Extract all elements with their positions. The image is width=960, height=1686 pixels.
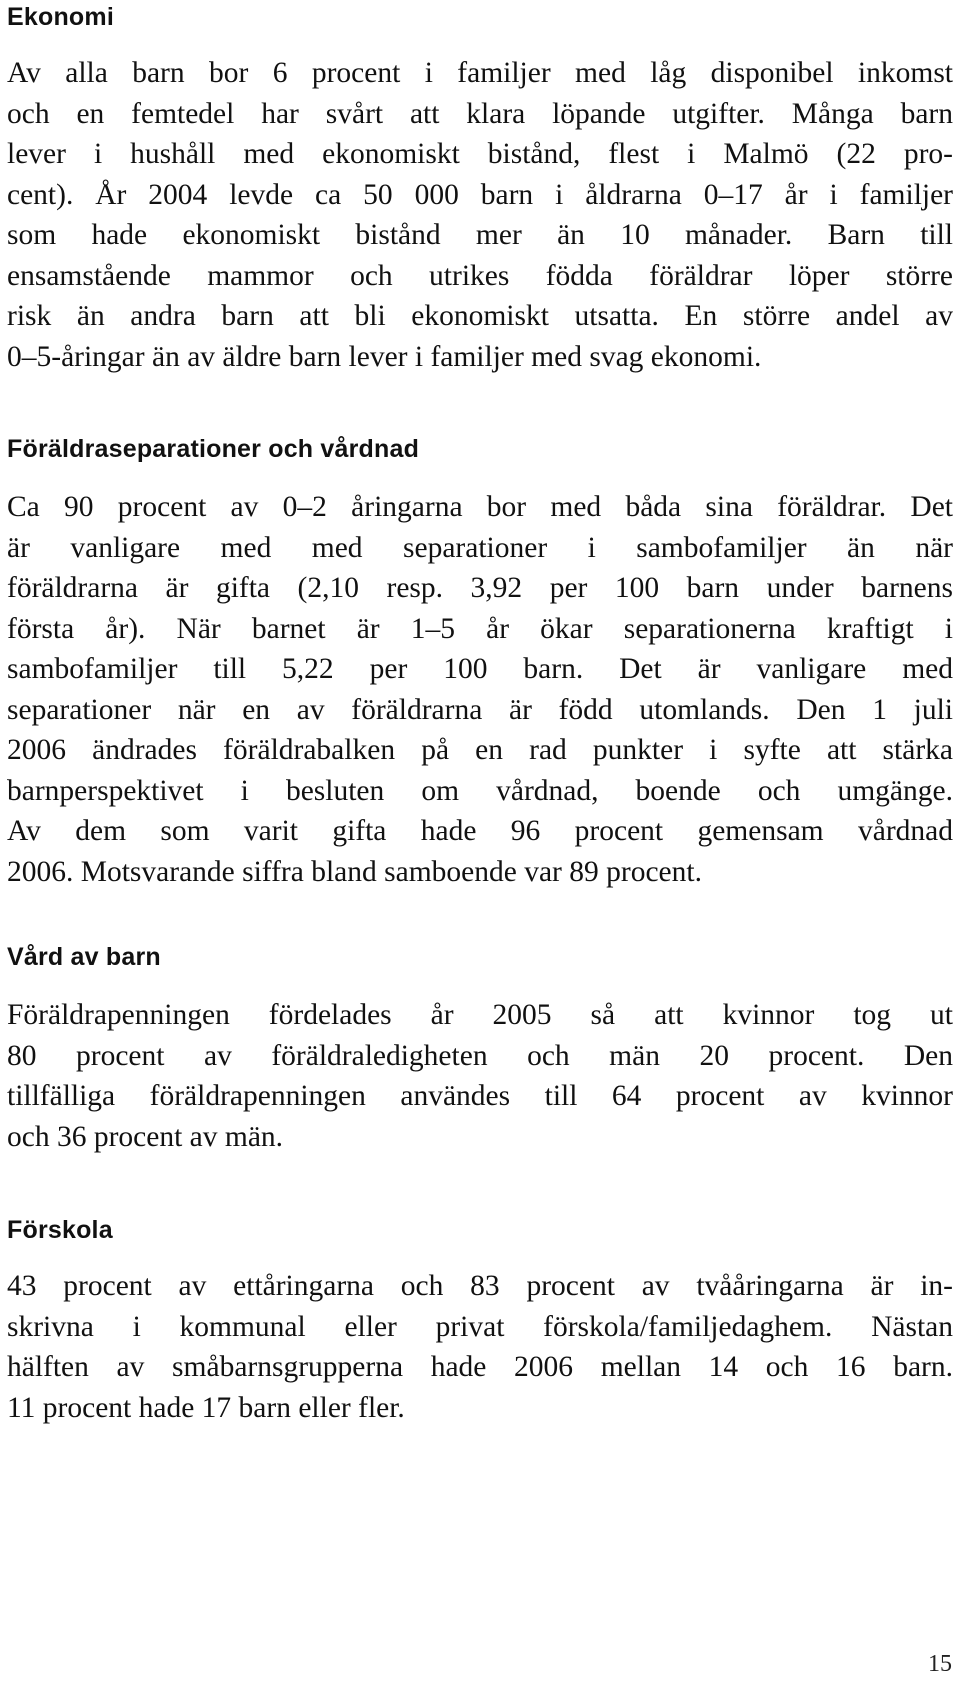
body-line: 80 procent av föräldraledigheten och män 20 procent. Den	[7, 1039, 953, 1072]
body-line: 43 procent av ettåringarna och 83 procent av tvååringarna är in-	[7, 1270, 953, 1302]
section-body-forskola	[7, 1266, 953, 1428]
body-line: tillfälliga föräldrapenningen användes till 64 procent av kvinnor	[7, 1080, 953, 1112]
body-line: 0–5-åringar än av äldre barn lever i familjer med svag ekonomi.	[7, 340, 762, 373]
section-heading-ekonomi: Ekonomi	[7, 3, 114, 31]
body-line: hälften av småbarnsgrupperna hade 2006 mellan 14 och 16 barn.	[7, 1351, 953, 1383]
body-line: 2006 ändrades föräldrabalken på en rad punkter i syfte att stärka	[7, 734, 953, 766]
body-line: cent). År 2004 levde ca 50 000 barn i åldrarna 0–17 år i familjer	[7, 178, 953, 211]
page-number: 15	[928, 1651, 952, 1677]
body-line: föräldrarna är gifta (2,10 resp. 3,92 per 100 barn under barnens	[7, 572, 953, 604]
body-line: Av alla barn bor 6 procent i familjer med låg disponibel inkomst	[7, 57, 953, 89]
section-body-foraldraseparationer	[7, 487, 953, 892]
body-line: 2006. Motsvarande siffra bland samboende var 89 procent.	[7, 855, 702, 888]
section-heading-forskola: Förskola	[7, 1216, 113, 1244]
body-line: Av dem som varit gifta hade 96 procent gemensam vårdnad	[7, 815, 953, 847]
body-line: och en femtedel har svårt att klara löpande utgifter. Många barn	[7, 97, 953, 130]
body-line: Föräldrapenningen fördelades år 2005 så att kvinnor tog ut	[7, 999, 953, 1031]
section-heading-vard-av-barn: Vård av barn	[7, 943, 161, 971]
body-line: lever i hushåll med ekonomiskt bistånd, flest i Malmö (22 pro-	[7, 138, 953, 170]
body-line: skrivna i kommunal eller privat förskola/familjedaghem. Nästan	[7, 1310, 953, 1343]
body-line: och 36 procent av män.	[7, 1120, 284, 1153]
body-line: sambofamiljer till 5,22 per 100 barn. Det är vanligare med	[7, 653, 953, 685]
body-line: risk än andra barn att bli ekonomiskt utsatta. En större andel av	[7, 300, 953, 332]
body-line: separationer när en av föräldrarna är född utomlands. Den 1 juli	[7, 693, 953, 726]
body-line: första år). När barnet är 1–5 år ökar separationerna kraftigt i	[7, 612, 953, 645]
section-body-vard-av-barn	[7, 995, 953, 1157]
body-line: ensamstående mammor och utrikes födda föräldrar löper större	[7, 259, 953, 292]
body-line: är vanligare med med separationer i sambofamiljer än när	[7, 531, 953, 564]
body-line: 11 procent hade 17 barn eller fler.	[7, 1391, 405, 1424]
body-line: Ca 90 procent av 0–2 åringarna bor med båda sina föräldrar. Det	[7, 491, 953, 523]
section-heading-foraldraseparationer: Föräldraseparationer och vårdnad	[7, 435, 420, 463]
body-line: barnperspektivet i besluten om vårdnad, boende och umgänge.	[7, 774, 953, 807]
section-body-ekonomi	[7, 53, 953, 377]
body-line: som hade ekonomiskt bistånd mer än 10 månader. Barn till	[7, 219, 953, 251]
